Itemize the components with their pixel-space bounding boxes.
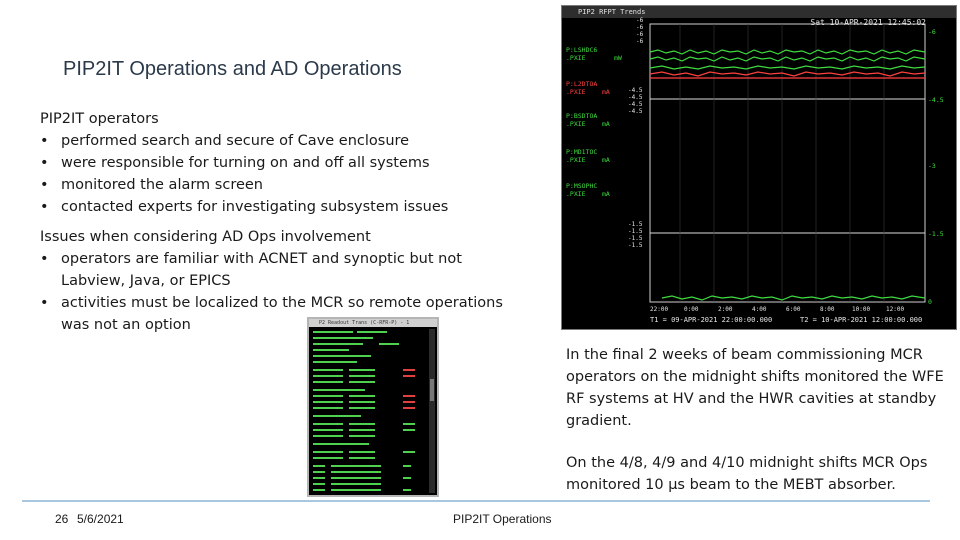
operators-bullet: • performed search and secure of Cave enclosure (40, 130, 510, 152)
scope-channel-unit: mW (614, 54, 622, 62)
terminal-window-title: P2 Readout Trans (C-RFR-P) - 1 (309, 319, 437, 327)
scope-channel-sub: .PXIE (566, 54, 586, 62)
scope-left-value: -6 (636, 38, 644, 45)
scope-channel-unit: mA (602, 190, 610, 198)
scope-left-value: -6 (636, 17, 644, 24)
page-number: 26 (55, 512, 69, 526)
scope-channel-sub: .PXIE (566, 88, 586, 96)
slide-title: PIP2IT Operations and AD Operations (63, 58, 402, 80)
scope-datetime: Sat 10-APR-2021 12:45:02 (810, 18, 926, 27)
scope-right-axis-label: -3 (928, 162, 936, 170)
scope-x-tick: 0:00 (684, 306, 699, 313)
scope-x-tick: 6:00 (786, 306, 801, 313)
issues-section (40, 226, 520, 336)
scope-channel-name: P:MD1TOC (566, 148, 598, 156)
scope-left-value: -1.5 (628, 242, 643, 249)
footer-date: 5/6/2021 (77, 512, 124, 526)
terminal-text-area (309, 319, 437, 495)
scope-x-tick: 12:00 (886, 306, 905, 313)
scope-right-axis-label: 0 (928, 298, 932, 306)
trend-plot-screenshot (561, 5, 957, 330)
scope-channel-sub: .PXIE (566, 156, 586, 164)
scope-channel-name: P:BSDTOA (566, 112, 598, 120)
operators-bullet: • contacted experts for investigating subsystem issues (40, 196, 510, 218)
scope-channel-unit: mA (602, 156, 610, 164)
issues-bullet: • activities must be localized to the MCR so remote operations was not an option (40, 292, 520, 336)
scope-channel-name: P:MSOPHC (566, 182, 598, 190)
scope-channel-name: P:L2DTOA (566, 80, 598, 88)
operators-heading: PIP2IT operators (40, 111, 159, 127)
scope-left-value: -6 (636, 24, 644, 31)
scope-channel-sub: .PXIE (566, 120, 586, 128)
scope-plot (562, 6, 956, 329)
scope-channel-unit: mA (602, 120, 610, 128)
operators-bullet: • were responsible for turning on and off all systems (40, 152, 510, 174)
scope-x-tick: 22:00 (650, 306, 669, 313)
scope-channel-name: P:LSHDC6 (566, 46, 598, 54)
scope-right-axis-label: -4.5 (928, 96, 944, 104)
scope-left-value: -1.5 (628, 228, 643, 235)
scope-x-tick: 4:00 (752, 306, 767, 313)
footer-title: PIP2IT Operations (453, 512, 552, 526)
operators-bullet: • monitored the alarm screen (40, 174, 510, 196)
scope-channel-sub: .PXIE (566, 190, 586, 198)
scope-t2-label: T2 = 10-APR-2021 12:00:00.000 (800, 316, 923, 324)
scope-left-value: -4.5 (628, 94, 643, 101)
scope-x-tick: 10:00 (852, 306, 871, 313)
scope-right-axis-label: -1.5 (928, 230, 944, 238)
scope-left-value: -4.5 (628, 101, 643, 108)
scope-window-title: PIP2 RFPT Trends (562, 6, 956, 18)
scope-t1-label: T1 = 09-APR-2021 22:00:00.000 (650, 316, 773, 324)
scope-left-value: -4.5 (628, 87, 643, 94)
scope-channel-unit: mA (602, 88, 610, 96)
operators-section (40, 108, 510, 218)
scope-x-tick: 2:00 (718, 306, 733, 313)
scope-right-axis-label: -6 (928, 28, 936, 36)
scope-x-tick: 8:00 (820, 306, 835, 313)
issues-bullet: • operators are familiar with ACNET and synoptic but not Labview, Java, or EPICS (40, 248, 520, 292)
issues-heading: Issues when considering AD Ops involvement (40, 229, 371, 245)
terminal-screenshot (307, 317, 439, 497)
commissioning-paragraph: In the final 2 weeks of beam commissioning MCR operators on the midnight shifts monitored the WFE RF systems at HV and the HWR cavities at standby gradient. (566, 347, 944, 429)
scope-left-value: -6 (636, 31, 644, 38)
scope-left-value: -4.5 (628, 108, 643, 115)
scope-left-value: -1.5 (628, 235, 643, 242)
midnight-shifts-paragraph: On the 4/8, 4/9 and 4/10 midnight shifts MCR Ops monitored 10 µs beam to the MEBT absorber. (566, 455, 928, 493)
footer-divider (22, 500, 930, 502)
scope-left-value: -1.5 (628, 221, 643, 228)
